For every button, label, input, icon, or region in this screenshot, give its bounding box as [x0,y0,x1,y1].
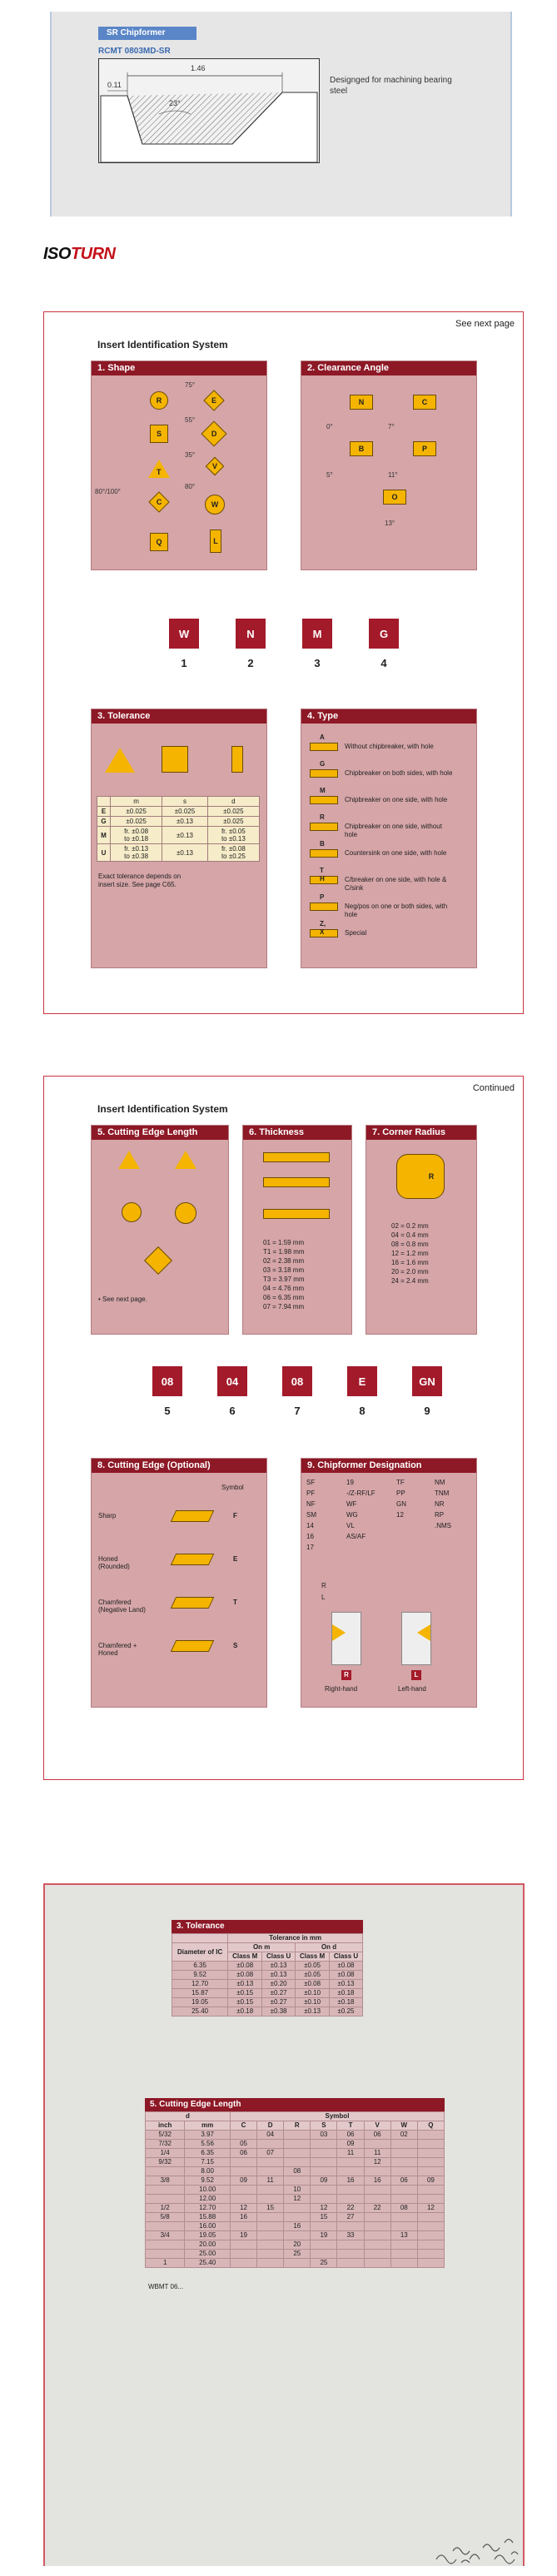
edge-note: • See next page. [98,1295,147,1303]
edge-ref-title: 5. Cutting Edge Length [145,2098,445,2111]
type-icon [310,743,338,751]
angle-75: 75° [185,381,196,389]
shape-e: E [203,390,224,410]
table-row: 3/4 19.05 19 19 33 13 [146,2231,445,2240]
chipformer-code: AS/AF [346,1533,366,1540]
thickness-item: 06 = 6.35 mm [263,1294,305,1301]
edge-option-symbol: F [233,1512,237,1519]
clear-angle-5: 5° [326,471,333,479]
code-num-1: 1 [181,657,187,669]
edge-ref-table: d Symbol inch mm C D R S T V W Q 5/32 3.97 04 03 06 06 02 7/32 5.56 05 09 1/4 6.35 06 07 11 11 9/32 7.15 12 8.00 08 3/8 9.52 09 11 09 16 16 06 09 10.00 10 12.00 12 1/2 12.70 12 15 12 22 22 08 12 5/8 15.88 16 15 27 16.00 16 3/4 19.05 19 19 33 13 20.00 20 25.00 25 1 25.40 25 [145,2111,445,2268]
chipformer-code: TNM [435,1489,450,1497]
table-row: 12.00 12 [146,2195,445,2204]
type-text: Chipbreaker on one side, without hole [345,823,442,838]
type-text: Neg/pos on one or both sides, with hole [345,903,448,918]
edge-option-name: Chamfered (Negative Land) [98,1599,146,1614]
edge-option-symbol: S [233,1642,238,1649]
left-hand-label: Left-hand [398,1685,426,1693]
type-code: G [320,760,326,768]
table-row: 15.87 ±0.15 ±0.27 ±0.10 ±0.18 [172,1989,363,1998]
table-row: 10.00 10 [146,2186,445,2195]
type-code: R [320,813,325,821]
type-text: Countersink on one side, with hole [345,849,447,857]
clear-b: B [350,441,373,456]
sr-profile-diagram [98,58,320,163]
table-row: 3/8 9.52 09 11 09 16 16 06 09 [146,2176,445,2186]
thickness-item: T3 = 3.97 mm [263,1276,305,1283]
shape-d: D [201,420,226,446]
table-row: 12.70 ±0.13 ±0.20 ±0.08 ±0.13 [172,1980,363,1989]
radius-item: 04 = 0.4 mm [391,1231,429,1239]
chipformer-code: 12 [396,1511,404,1519]
edge-option-shape [171,1510,215,1522]
type-code: B [320,840,325,848]
clear-angle-11: 11° [388,471,398,479]
thick-bar-3 [263,1209,330,1219]
clear-angle-0: 0° [326,423,333,430]
chipformer-code: GN [396,1500,406,1508]
chipformer-code: NM [435,1479,445,1486]
shape-q: Q [150,533,168,551]
edge-option-symbol: E [233,1555,238,1563]
chipformer-panel [301,1458,477,1708]
tolerance-ref-table: Tolerance in mm Diameter of IC On m On d Class M Class U Class M Class U 6.35 ±0.08 ±0.13 ±0.05 ±0.08 9.52 ±0.08 ±0.13 ±0.05 ±0.08 12.70 ±0.13 ±0.20 ±0.08 ±0.13 15.87 ±0.15 ±0.27 ±0.10 ±0.18 19.05 ±0.15 ±0.27 ±0.10 ±0.18 25.40 ±0.18 ±0.38 ±0.13 ±0.25 [172,1933,363,2017]
edge-tri-1 [118,1151,140,1169]
table-row: 6.35 ±0.08 ±0.13 ±0.05 ±0.08 [172,1962,363,1971]
table-row: 9/32 7.15 12 [146,2158,445,2167]
radius-item: 08 = 0.8 mm [391,1241,429,1248]
insert-id-page-1 [43,311,524,1014]
radius-item: 16 = 1.6 mm [391,1259,429,1266]
cutting-edge-optional-panel [91,1458,267,1708]
type-text: C/breaker on one side, with hole & C/sink [345,876,447,892]
angle-80-100: 80°/100° [95,488,121,495]
page-heading: Insert Identification System [97,339,228,351]
right-hand-insert [331,1612,361,1665]
type-text: Chipbreaker on one side, with hole [345,796,448,803]
code-box-2: N [236,619,266,649]
code-num-7: 7 [294,1405,301,1417]
thickness-item: 01 = 1.59 mm [263,1239,305,1246]
radius-item: 20 = 2.0 mm [391,1268,429,1276]
code-num-3: 3 [314,657,321,669]
edge-length-title: 5. Cutting Edge Length [92,1126,228,1140]
edge-option-symbol: T [233,1599,237,1606]
type-code: M [320,787,326,794]
sr-insert-code: RCMT 0803MD-SR [98,47,171,56]
thickness-item: 07 = 7.94 mm [263,1303,305,1310]
table-row: 1/4 6.35 06 07 11 11 [146,2149,445,2158]
table-row: 20.00 20 [146,2240,445,2250]
edge-option-name: Chamfered + Honed [98,1642,137,1657]
logo-turn: TURN [70,245,116,263]
logo-iso: ISO [43,245,71,263]
thick-bar-1 [263,1152,330,1162]
r-option: R [321,1582,326,1589]
shape-v: V [206,457,225,476]
radius-item: 12 = 1.2 mm [391,1250,429,1257]
clear-angle-7: 7° [388,423,395,430]
code-num-5: 5 [164,1405,171,1417]
chipformer-code: -/Z-RF/LF [346,1489,375,1497]
table-row: 16.00 16 [146,2222,445,2231]
table-row: 25.40 ±0.18 ±0.38 ±0.13 ±0.25 [172,2007,363,2017]
shape-s: S [150,425,168,443]
type-code: T H [320,867,325,883]
code-box-9: GN [412,1366,442,1396]
type-icon [310,823,338,831]
sr-description: Designged for machining bearing steel [330,76,452,96]
code-box-4: G [369,619,399,649]
chipformer-code: VL [346,1522,355,1529]
table-row: 1/2 12.70 12 15 12 22 22 08 12 [146,2204,445,2213]
type-code: Z, X [320,920,326,936]
clear-c: C [413,395,436,410]
shape-w: W [205,495,225,515]
table-row: 7/32 5.56 05 09 [146,2140,445,2149]
edge-option-shape [171,1597,215,1609]
type-icon [310,769,338,778]
table-row: G ±0.025 ±0.13 ±0.025 [97,817,260,827]
edge-w [175,1202,196,1224]
r-badge: R [341,1670,351,1680]
corner-radius-title: 7. Corner Radius [366,1126,476,1140]
table-row: 1 25.40 25 [146,2259,445,2268]
type-panel [301,709,477,968]
clear-angle-13: 13° [385,520,395,527]
l-option: L [321,1594,326,1601]
code-num-8: 8 [359,1405,366,1417]
edge-ref-panel [145,2098,445,2268]
isoturn-logo [43,245,116,264]
see-next-page: See next page [455,319,515,329]
angle-55: 55° [185,416,196,424]
tolerance-ref-panel [172,1920,363,2017]
clear-n: N [350,395,373,410]
code-box-1: W [169,619,199,649]
tolerance-title: 3. Tolerance [92,709,266,724]
tolerance-table: m s d E ±0.025 ±0.025 ±0.025 G ±0.025 ±0.13 ±0.025 M fr. ±0.08 to ±0.18 ±0.13 fr. ±0.05 to ±0.13 U fr. ±0.13 to ±0.38 ±0.13 fr. ±0.08 to ±0.25 [97,796,260,862]
clearance-title: 2. Clearance Angle [301,361,476,375]
chipformer-code: WG [346,1511,358,1519]
sr-chipformer-badge: SR Chipformer [98,27,196,40]
l-badge: L [411,1670,421,1680]
tol-side [231,746,243,773]
code-num-4: 4 [380,657,387,669]
right-hand-label: Right-hand [325,1685,358,1693]
tol-square [162,746,188,773]
shape-l: L [210,530,221,553]
shape-r: R [150,391,168,410]
shape-title: 1. Shape [92,361,266,375]
chipformer-code: NF [306,1500,316,1508]
edge-option-name: Honed (Rounded) [98,1555,130,1570]
chipformer-code: TF [396,1479,405,1486]
edge-option-shape [171,1640,215,1652]
code-num-2: 2 [247,657,254,669]
tolerance-note: Exact tolerance depends on insert size. See page C65. [98,873,182,888]
code-box-3: M [302,619,332,649]
reference-tables-section [43,1883,525,2566]
edge-r [122,1202,142,1222]
angle-80: 80° [185,483,196,490]
table-row: M fr. ±0.08 to ±0.18 ±0.13 fr. ±0.05 to ±0.13 [97,827,260,844]
tol-triangle [105,748,135,773]
symbol-header: Symbol [221,1484,244,1491]
chipformer-code: NR [435,1500,445,1508]
continued-note: Continued [472,1083,515,1093]
type-icon [310,796,338,804]
radius-item: 24 = 2.4 mm [391,1277,429,1285]
chipformer-code: 17 [306,1544,314,1551]
code-num-9: 9 [424,1405,430,1417]
code-box-7: 08 [282,1366,312,1396]
type-code: P [320,893,325,901]
page-heading-2: Insert Identification System [97,1103,228,1115]
table-row: E ±0.025 ±0.025 ±0.025 [97,807,260,817]
table-row: 25.00 25 [146,2250,445,2259]
tolerance-panel [91,709,267,968]
chipformer-code: SM [306,1511,316,1519]
chipformer-code: RP [435,1511,445,1519]
dim-angle: 23° [169,99,181,107]
type-text: Without chipbreaker, with hole [345,743,434,750]
chipformer-code: SF [306,1479,316,1486]
thickness-panel [242,1125,352,1335]
code-num-6: 6 [229,1405,236,1417]
left-hand-insert [401,1612,431,1665]
insert-id-page-2 [43,1076,524,1780]
radius-shape: R [396,1154,445,1199]
clearance-panel [301,361,477,570]
edge-ref-footnote: WBMT 06... [148,2283,184,2290]
angle-35: 35° [185,451,196,459]
corner-radius-panel [366,1125,477,1335]
type-text: Chipbreaker on both sides, with hole [345,769,453,777]
type-icon [310,903,338,911]
type-title: 4. Type [301,709,476,724]
shape-t-label: T [157,468,162,476]
thickness-item: 03 = 3.18 mm [263,1266,305,1274]
cutting-edge-optional-title: 8. Cutting Edge (Optional) [92,1459,266,1473]
sr-profile-drawing [99,59,319,162]
edge-length-panel [91,1125,229,1335]
code-box-5: 08 [152,1366,182,1396]
radius-item: 02 = 0.2 mm [391,1222,429,1230]
thickness-item: 02 = 2.38 mm [263,1257,305,1265]
clear-o: O [383,490,406,505]
table-row: 5/8 15.88 16 15 27 [146,2213,445,2222]
table-row: 8.00 08 [146,2167,445,2176]
thickness-item: T1 = 1.98 mm [263,1248,305,1256]
chipformer-code: WF [346,1500,357,1508]
type-icon [310,849,338,858]
type-code: A [320,734,325,741]
table-row: 9.52 ±0.08 ±0.13 ±0.05 ±0.08 [172,1971,363,1980]
chipformer-code: PP [396,1489,405,1497]
sr-chipformer-section [50,12,512,216]
chipformer-title: 9. Chipformer Designation [301,1459,476,1473]
dim-width: 1.46 [191,64,206,72]
code-box-8: E [347,1366,377,1396]
clear-p: P [413,441,436,456]
table-row: 19.05 ±0.15 ±0.27 ±0.10 ±0.18 [172,1998,363,2007]
chipformer-grid [306,1479,473,1570]
metal-chips-image [428,2501,525,2566]
chipformer-code: .NMS [435,1522,451,1529]
table-row: 5/32 3.97 04 03 06 06 02 [146,2131,445,2140]
chipformer-code: PF [306,1489,316,1497]
table-row: U fr. ±0.13 to ±0.38 ±0.13 fr. ±0.08 to ±0.25 [97,844,260,862]
edge-tri-2 [175,1151,196,1169]
tolerance-ref-title: 3. Tolerance [172,1920,363,1933]
chipformer-code: 14 [306,1522,314,1529]
dim-land: 0.11 [107,81,122,89]
code-box-6: 04 [217,1366,247,1396]
type-text: Special [345,929,367,937]
shape-c: C [148,491,169,512]
edge-d [144,1246,172,1275]
thickness-title: 6. Thickness [243,1126,351,1140]
chipformer-code: 19 [346,1479,354,1486]
shape-panel [91,361,267,570]
chipformer-code: 16 [306,1533,314,1540]
thickness-item: 04 = 4.76 mm [263,1285,305,1292]
edge-option-shape [171,1554,215,1565]
thick-bar-2 [263,1177,330,1187]
edge-option-name: Sharp [98,1512,117,1519]
